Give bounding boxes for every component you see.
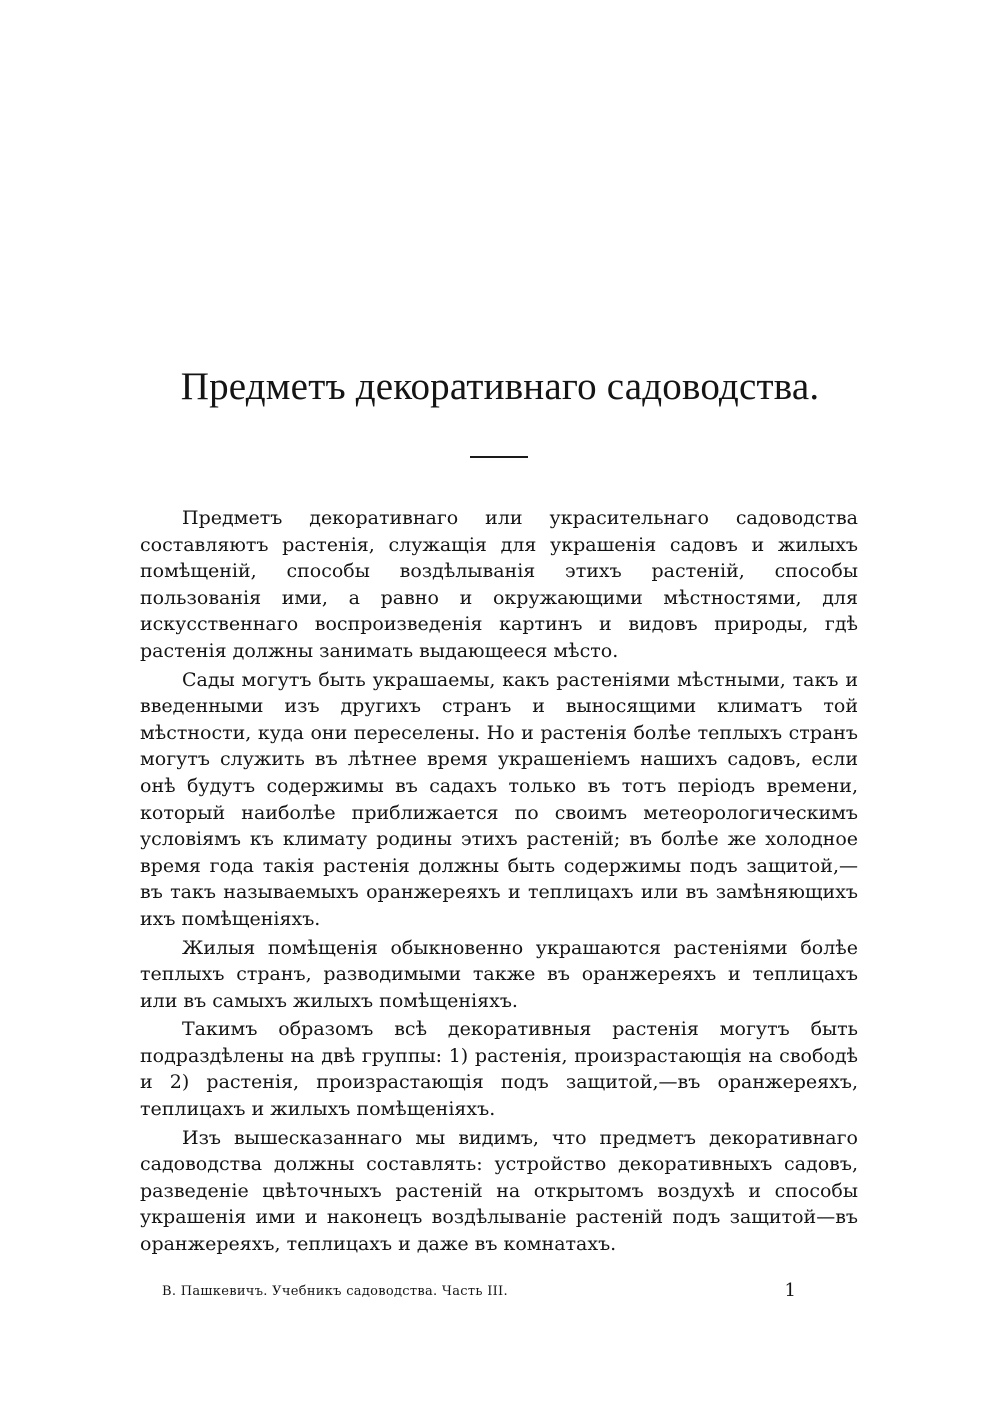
paragraph-4: Такимъ образомъ всѣ декоративныя растенія могутъ быть подраздѣлены на двѣ группы: 1) растенія, произрастающія на свободѣ и 2) растенія, произрастающія подъ защитой,—въ оранжереяхъ, теплицахъ и жилыхъ помѣщеніяхъ. [140,1018,858,1121]
page-number: 1 [784,1280,796,1301]
paragraph-3: Жилыя помѣщенія обыкновенно украшаются растеніями болѣе теплыхъ странъ, разводимыми также въ оранжереяхъ и теплицахъ или въ самыхъ жилыхъ помѣщеніяхъ. [140,936,858,1012]
paragraph-1: Предметъ декоративнаго или украсительнаго садоводства составляютъ растенія, служащія для украшенія садовъ и жилыхъ помѣщеній, способы воздѣлыванія этихъ растеній, способы пользованія ими, а равно и окружающими мѣстностями, для искусственнаго воспроизведенія картинъ и видовъ природы, гдѣ растенія должны занимать выдающееся мѣсто. [140,507,858,662]
page-footer [140,1280,858,1306]
chapter-title: Предметъ декоративнаго садоводства. [180,365,820,408]
paragraph-5: Изъ вышесказаннаго мы видимъ, что предметъ декоративнаго садоводства должны составлять: устройство декоративныхъ садовъ, разведеніе цвѣточныхъ растеній на открытомъ воздухѣ и способы украшенія ими и наконецъ воздѣлываніе растеній подъ защитой—въ оранжереяхъ, теплицахъ и даже въ комнатахъ. [140,1126,858,1256]
title-divider [470,456,528,458]
paragraph-2: Сады могутъ быть украшаемы, какъ растеніями мѣстными, такъ и введенными изъ другихъ странъ и выносящими климатъ той мѣстности, куда они переселены. Но и растенія болѣе теплыхъ странъ могутъ служить въ лѣтнее время украшеніемъ нашихъ садовъ, если онѣ будутъ содержимы въ садахъ только въ тотъ періодъ времени, который наиболѣе приближается по своимъ метеорологическимъ условіямъ къ климату родины этихъ растеній; въ болѣе же холодное время года такія растенія должны быть содержимы подъ защитой,—въ такъ называемыхъ оранжереяхъ и теплицахъ или въ замѣняющихъ ихъ помѣщеніяхъ. [140,668,858,930]
body-text [140,505,858,1260]
footer-signature: В. Пашкевичъ. Учебникъ садоводства. Часть III. [162,1284,508,1299]
